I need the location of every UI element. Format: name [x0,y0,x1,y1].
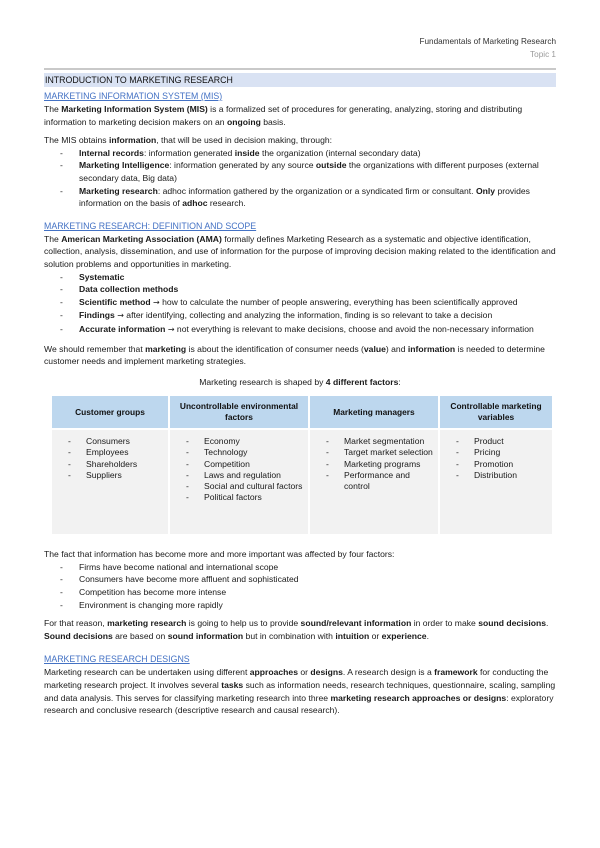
list-item: - Environment is changing more rapidly [60,599,556,612]
list-item: - Firms have become national and international scope [60,561,556,574]
list-item: - Findings → after identifying, collecting and analyzing the information, finding is so relevant to take a decision [60,309,556,323]
column-header: Uncontrollable environmental factors [170,396,308,428]
intro-heading: INTRODUCTION TO MARKETING RESEARCH [44,73,556,87]
designs-heading: MARKETING RESEARCH DESIGNS [44,654,190,665]
mis-list [44,147,556,210]
list-item: - Political factors [186,492,304,503]
table-cell [170,430,308,534]
column-header: Controllable marketing variables [440,396,552,428]
list-item: - Target market selection [326,447,434,458]
info-paragraph: The fact that information has become more and more important was affected by four factors: [44,549,395,560]
info-summary: For that reason, marketing research is going to help us to provide sound/relevant information in order to make sound decisions. Sound decisions are based on sound information but in combination with intuition or experience. [44,618,549,641]
list-item: - Social and cultural factors [186,481,304,492]
header-rule [44,68,556,70]
document-body [44,89,556,723]
list-item: - Marketing programs [326,459,434,470]
table-cell [52,430,168,534]
list-item: - Marketing Intelligence: information generated by any source outside the organizations with different purposes (external secondary data, Big data) [60,159,556,184]
list-item: - Employees [68,447,164,458]
header-topic: Topic 1 [530,50,556,59]
mis-paragraph-2: The MIS obtains information, that will be used in decision making, through: [44,135,333,146]
list-item: - Market segmentation [326,436,434,447]
definition-paragraph: The American Marketing Association (AMA) formally defines Marketing Research as a systematic and objective identification, collection, analysis, dissemination, and use of information for the purpose of improving decision making related to the identification and solution problems and opportunities in marketing. [44,233,556,269]
arrow-icon: → [153,297,160,307]
list-item: - Competition [186,459,304,470]
list-item: - Systematic [60,271,556,284]
column-header: Marketing managers [310,396,438,428]
list-item: - Product [456,436,548,447]
list-item: - Promotion [456,459,548,470]
arrow-icon: → [167,324,175,334]
list-item: - Pricing [456,447,548,458]
list-item: - Competition has become more intense [60,586,556,599]
mis-paragraph-1: The Marketing Information System (MIS) is a formalized set of procedures for generating, analyzing, storing and distributing information to marketing decision makers on an ongoing basis. [44,104,523,127]
list-item: - Consumers [68,436,164,447]
table-cell [440,430,552,534]
list-item: - Accurate information → not everything is relevant to make decisions, choose and avoid the non-necessary information [60,323,556,337]
list-item: - Technology [186,447,304,458]
arrow-icon: → [117,311,124,321]
list-item: - Laws and regulation [186,470,304,481]
factors-table [50,394,554,536]
mis-heading: MARKETING INFORMATION SYSTEM (MIS) [44,91,223,101]
list-item: - Distribution [456,470,548,481]
list-item: - Data collection methods [60,283,556,296]
list-item: - Shareholders [68,459,164,470]
info-list [44,561,556,611]
list-item: - Suppliers [68,470,164,481]
list-item: - Scientific method → how to calculate the number of people answering, everything has been scientifically approved [60,296,556,310]
list-item: - Consumers have become more affluent and sophisticated [60,573,556,586]
list-item: - Internal records: information generated inside the organization (internal secondary data) [60,147,556,160]
table-cell [310,430,438,534]
header-course-title: Fundamentals of Marketing Research [419,37,556,46]
list-item: - Marketing research: adhoc information gathered by the organization or a syndicated firm or consultant. Only provides information on the basis of adhoc research. [60,185,556,210]
designs-paragraph: Marketing research can be undertaken using different approaches or designs. A research design is a framework for conducting the marketing research project. It involves several tasks such as information needs, research techniques, questionnaire, scaling, sampling and data analysis. This serves for classifying marketing research into three marketing research approaches or designs: exploratory research and conclusive research (descriptive research and causal research). [44,667,556,716]
column-header: Customer groups [52,396,168,428]
definition-heading: MARKETING RESEARCH: DEFINITION AND SCOPE [44,220,257,231]
definition-summary: We should remember that marketing is about the identification of consumer needs (value) and information is needed to determine customer needs and implement marketing strategies. [44,343,545,367]
factors-caption: Marketing research is shaped by 4 different factors: [199,376,401,387]
list-item: - Performance and control [326,470,434,492]
list-item: - Economy [186,436,304,447]
definition-list [44,271,556,337]
